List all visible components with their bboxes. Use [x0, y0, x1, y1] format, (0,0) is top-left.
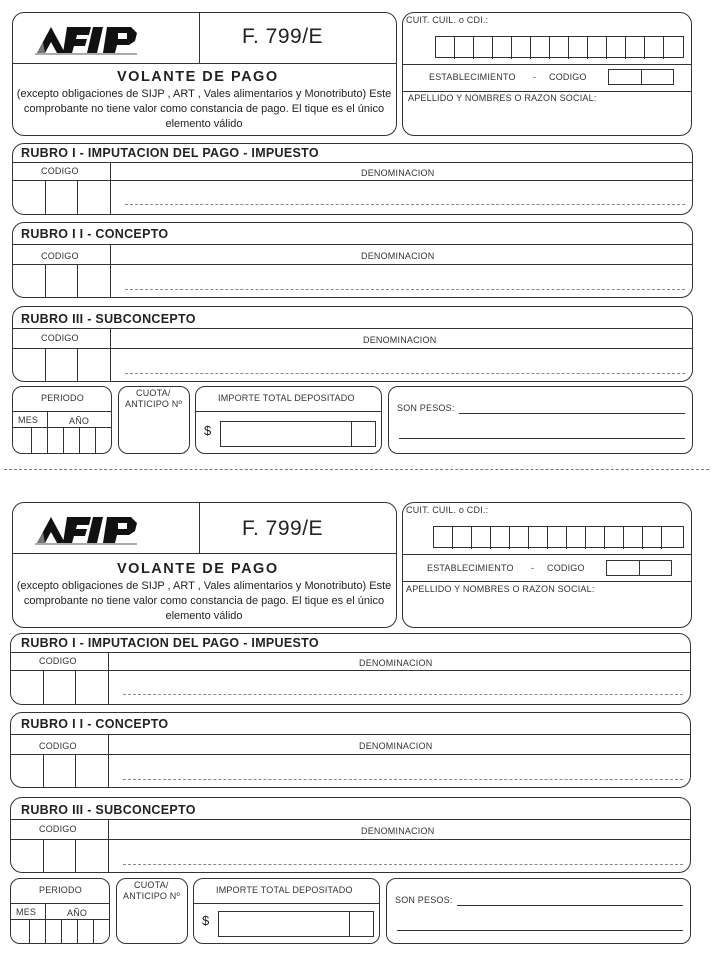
- importe-label-2: IMPORTE TOTAL DEPOSITADO: [216, 885, 353, 895]
- rubro2-denominacion-field-2[interactable]: [123, 779, 683, 780]
- establecimiento-label: ESTABLECIMIENTO: [429, 72, 516, 82]
- periodo-box-2: [10, 878, 110, 944]
- rubro3-codigo-label-2: CODIGO: [39, 824, 77, 834]
- rubro1-title-2: RUBRO I - IMPUTACION DEL PAGO - IMPUESTO: [21, 636, 319, 650]
- header-box-2: [12, 502, 397, 628]
- rubro3-title-2: RUBRO III - SUBCONCEPTO: [21, 803, 196, 817]
- rubro2-denominacion-label: DENOMINACION: [361, 251, 435, 261]
- header-box: [12, 12, 397, 136]
- rubro1-codigo-label-2: CODIGO: [39, 656, 77, 666]
- rubro2-box-2: [10, 712, 691, 788]
- rubro1-box: [12, 143, 693, 215]
- rubro1-denominacion-field[interactable]: [125, 204, 685, 205]
- apellido-field-2[interactable]: [408, 598, 686, 624]
- page-title: VOLANTE DE PAGO: [117, 69, 279, 85]
- rubro3-box-2: [10, 797, 691, 873]
- taxpayer-box-2: [402, 502, 692, 628]
- rubro3-box: [12, 306, 693, 382]
- disclaimer-note: (excepto obligaciones de SIJP , ART , Vales alimentarios y Monotributo) Este comprobante no tiene valor como constancia de pago. El tique es el único elemento válido: [16, 88, 392, 130]
- rubro1-codigo-field[interactable]: [13, 181, 109, 214]
- currency-symbol: $: [204, 423, 212, 438]
- son-pesos-label-2: SON PESOS:: [395, 895, 453, 905]
- voucher-copy-bottom: [0, 490, 713, 950]
- establecimiento-code-field-2[interactable]: [606, 560, 672, 576]
- son-pesos-line-1-2[interactable]: [457, 905, 683, 906]
- son-pesos-box: [388, 386, 693, 454]
- page-title-2: VOLANTE DE PAGO: [117, 561, 279, 577]
- rubro2-denominacion-field[interactable]: [125, 289, 685, 290]
- rubro1-denominacion-label: DENOMINACION: [361, 168, 435, 178]
- cuota-label-2: ANTICIPO Nº: [125, 399, 182, 409]
- importe-field[interactable]: [220, 421, 376, 447]
- periodo-box: [12, 386, 112, 454]
- rubro3-title: RUBRO III - SUBCONCEPTO: [21, 312, 196, 326]
- mes-label-2: MES: [16, 907, 37, 917]
- rubro1-denominacion-field-2[interactable]: [123, 694, 683, 695]
- disclaimer-note-2: (excepto obligaciones de SIJP , ART , Vales alimentarios y Monotributo) Este comprobante no tiene valor como constancia de pago. El tique es el único elemento válido: [16, 580, 392, 622]
- form-number: F. 799/E: [242, 25, 324, 48]
- voucher-copy-top: [0, 0, 713, 460]
- rubro2-codigo-label-2: CODIGO: [39, 741, 77, 751]
- importe-label: IMPORTE TOTAL DEPOSITADO: [218, 393, 355, 403]
- rubro2-codigo-field[interactable]: [13, 265, 109, 297]
- rubro3-denominacion-label: DENOMINACION: [363, 335, 437, 345]
- apellido-label-2: APELLIDO Y NOMBRES O RAZON SOCIAL:: [406, 584, 595, 594]
- importe-box-2: [193, 878, 380, 944]
- cuota-label-2-2: ANTICIPO Nº: [123, 891, 180, 901]
- periodo-label-2: PERIODO: [39, 885, 82, 895]
- separator-dash: -: [533, 72, 537, 82]
- rubro2-codigo-label: CODIGO: [41, 251, 79, 261]
- rubro3-denominacion-field[interactable]: [125, 373, 685, 374]
- establecimiento-code-field[interactable]: [608, 69, 674, 85]
- anio-label-2: AÑO: [67, 908, 88, 918]
- cuit-label: CUIT. CUIL. o CDI.:: [406, 15, 489, 25]
- rubro2-denominacion-label-2: DENOMINACION: [359, 741, 433, 751]
- apellido-label: APELLIDO Y NOMBRES O RAZON SOCIAL:: [408, 93, 597, 103]
- separator-dash-2: -: [531, 563, 535, 573]
- cuit-field-2[interactable]: [433, 526, 684, 548]
- rubro1-codigo-label: CODIGO: [41, 166, 79, 176]
- rubro1-box-2: [10, 633, 691, 705]
- cut-line: [4, 469, 709, 470]
- periodo-label: PERIODO: [41, 393, 84, 403]
- cuota-box-2[interactable]: [116, 878, 188, 944]
- rubro1-codigo-field-2[interactable]: [11, 671, 107, 704]
- afip-logo-2: [33, 513, 173, 545]
- form-number-2: F. 799/E: [242, 517, 324, 540]
- rubro2-box: [12, 222, 693, 298]
- afip-logo-icon: [33, 23, 173, 55]
- rubro1-title: RUBRO I - IMPUTACION DEL PAGO - IMPUESTO: [21, 146, 319, 160]
- importe-field-2[interactable]: [218, 911, 374, 937]
- rubro3-denominacion-label-2: DENOMINACION: [361, 826, 435, 836]
- periodo-field-2[interactable]: [11, 920, 109, 943]
- anio-label: AÑO: [69, 416, 90, 426]
- cuota-label-1: CUOTA/: [136, 388, 171, 398]
- son-pesos-line-1[interactable]: [459, 413, 685, 414]
- rubro2-codigo-field-2[interactable]: [11, 755, 107, 787]
- mes-label: MES: [18, 415, 39, 425]
- son-pesos-box-2: [386, 878, 691, 944]
- codigo-label: CODIGO: [549, 72, 587, 82]
- rubro2-title-2: RUBRO I I - CONCEPTO: [21, 717, 169, 731]
- rubro2-title: RUBRO I I - CONCEPTO: [21, 227, 169, 241]
- son-pesos-label: SON PESOS:: [397, 403, 455, 413]
- cuit-field[interactable]: [435, 36, 684, 58]
- codigo-label-2: CODIGO: [547, 563, 585, 573]
- taxpayer-box: [402, 12, 692, 136]
- son-pesos-line-2[interactable]: [399, 438, 685, 439]
- rubro3-denominacion-field-2[interactable]: [123, 864, 683, 865]
- periodo-field[interactable]: [13, 428, 111, 453]
- currency-symbol-2: $: [202, 913, 210, 928]
- cuota-box[interactable]: [118, 386, 190, 454]
- establecimiento-label-2: ESTABLECIMIENTO: [427, 563, 514, 573]
- cuota-label-1-2: CUOTA/: [134, 880, 169, 890]
- apellido-field[interactable]: [408, 107, 686, 133]
- rubro3-codigo-label: CODIGO: [41, 333, 79, 343]
- importe-box: [195, 386, 382, 454]
- rubro1-denominacion-label-2: DENOMINACION: [359, 658, 433, 668]
- cuit-label-2: CUIT. CUIL. o CDI.:: [406, 505, 489, 515]
- rubro3-codigo-field[interactable]: [13, 349, 109, 381]
- son-pesos-line-2-2[interactable]: [397, 930, 683, 931]
- afip-logo: [33, 23, 173, 55]
- rubro3-codigo-field-2[interactable]: [11, 840, 107, 872]
- afip-logo-icon-2: [33, 513, 173, 545]
